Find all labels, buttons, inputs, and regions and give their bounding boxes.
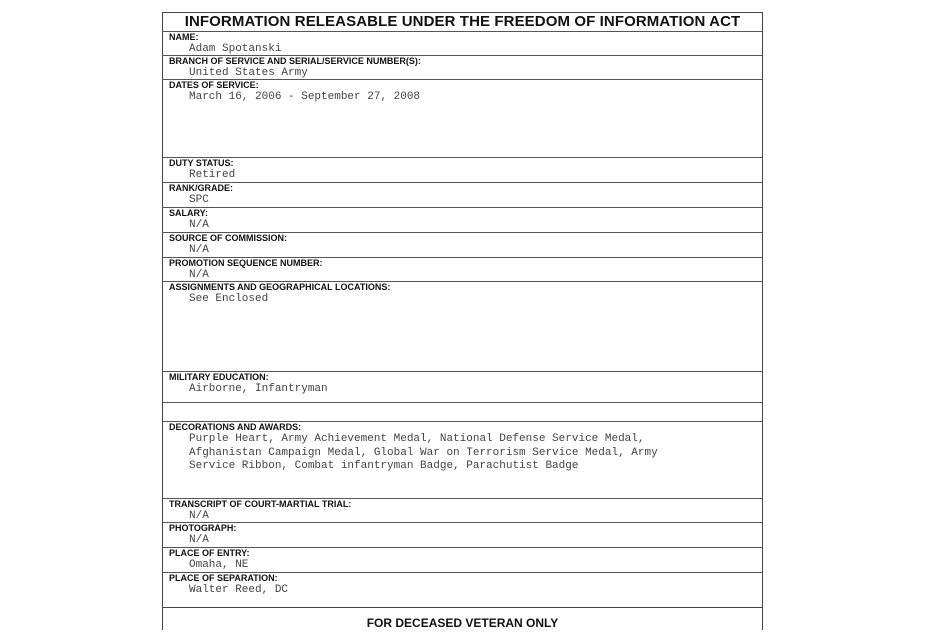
- field-branch: [163, 55, 762, 80]
- field-promotion-sequence: [163, 257, 762, 282]
- field-salary: [163, 207, 762, 233]
- field-label: TRANSCRIPT OF COURT-MARTIAL TRIAL:: [169, 499, 352, 509]
- field-label: PROMOTION SEQUENCE NUMBER:: [169, 258, 323, 268]
- field-rank-grade: [163, 182, 762, 208]
- field-label: BRANCH OF SERVICE AND SERIAL/SERVICE NUMBER(S):: [169, 56, 421, 66]
- field-decorations-awards: [163, 421, 762, 499]
- field-label: RANK/GRADE:: [169, 183, 233, 193]
- field-value: [189, 433, 658, 474]
- field-name: [163, 31, 762, 56]
- field-value: Airborne, Infantryman: [189, 383, 328, 395]
- section-title: FOR DECEASED VETERAN ONLY: [366, 616, 559, 630]
- form-title: INFORMATION RELEASABLE UNDER THE FREEDOM OF INFORMATION ACT: [184, 13, 741, 30]
- field-place-of-entry: [163, 547, 762, 573]
- field-label: PLACE OF SEPARATION:: [169, 573, 278, 583]
- awards-line: Afghanistan Campaign Medal, Global War on Terrorism Service Medal, Army: [189, 446, 658, 459]
- field-place-of-separation: [163, 572, 762, 608]
- field-dates-of-service: [163, 79, 762, 158]
- awards-line: Purple Heart, Army Achievement Medal, National Defense Service Medal,: [189, 433, 645, 445]
- field-label: SOURCE OF COMMISSION:: [169, 233, 288, 243]
- field-military-education: [163, 371, 762, 403]
- field-value: N/A: [189, 534, 209, 546]
- field-assignments: [163, 281, 762, 372]
- field-value: See Enclosed: [189, 293, 269, 305]
- field-source-of-commission: [163, 232, 762, 258]
- field-spacer: [163, 402, 762, 422]
- field-value: N/A: [189, 269, 209, 281]
- field-label: DECORATIONS AND AWARDS:: [169, 422, 302, 432]
- field-court-martial: [163, 498, 762, 523]
- field-label: DUTY STATUS:: [169, 158, 234, 168]
- field-label: PLACE OF ENTRY:: [169, 548, 250, 558]
- field-value: Walter Reed, DC: [189, 584, 289, 596]
- field-value: Omaha, NE: [189, 559, 249, 571]
- field-value: SPC: [189, 194, 209, 206]
- field-label: DATES OF SERVICE:: [169, 80, 259, 90]
- field-value: Retired: [189, 169, 236, 181]
- field-label: ASSIGNMENTS AND GEOGRAPHICAL LOCATIONS:: [169, 282, 391, 292]
- field-value: N/A: [189, 244, 209, 256]
- field-value: N/A: [189, 219, 209, 231]
- field-label: MILITARY EDUCATION:: [169, 372, 269, 382]
- field-photograph: [163, 522, 762, 548]
- field-duty-status: [163, 157, 762, 183]
- foia-form: [162, 12, 763, 630]
- field-value: Adam Spotanski: [189, 43, 282, 55]
- deceased-veteran-section: [163, 607, 762, 632]
- field-label: PHOTOGRAPH:: [169, 523, 237, 533]
- field-value: March 16, 2006 - September 27, 2008: [189, 91, 421, 103]
- awards-line: Service Ribbon, Combat infantryman Badge, Parachutist Badge: [189, 460, 579, 472]
- field-label: SALARY:: [169, 208, 208, 218]
- field-value: N/A: [189, 510, 209, 522]
- field-value: United States Army: [189, 67, 308, 79]
- field-label: NAME:: [169, 32, 199, 42]
